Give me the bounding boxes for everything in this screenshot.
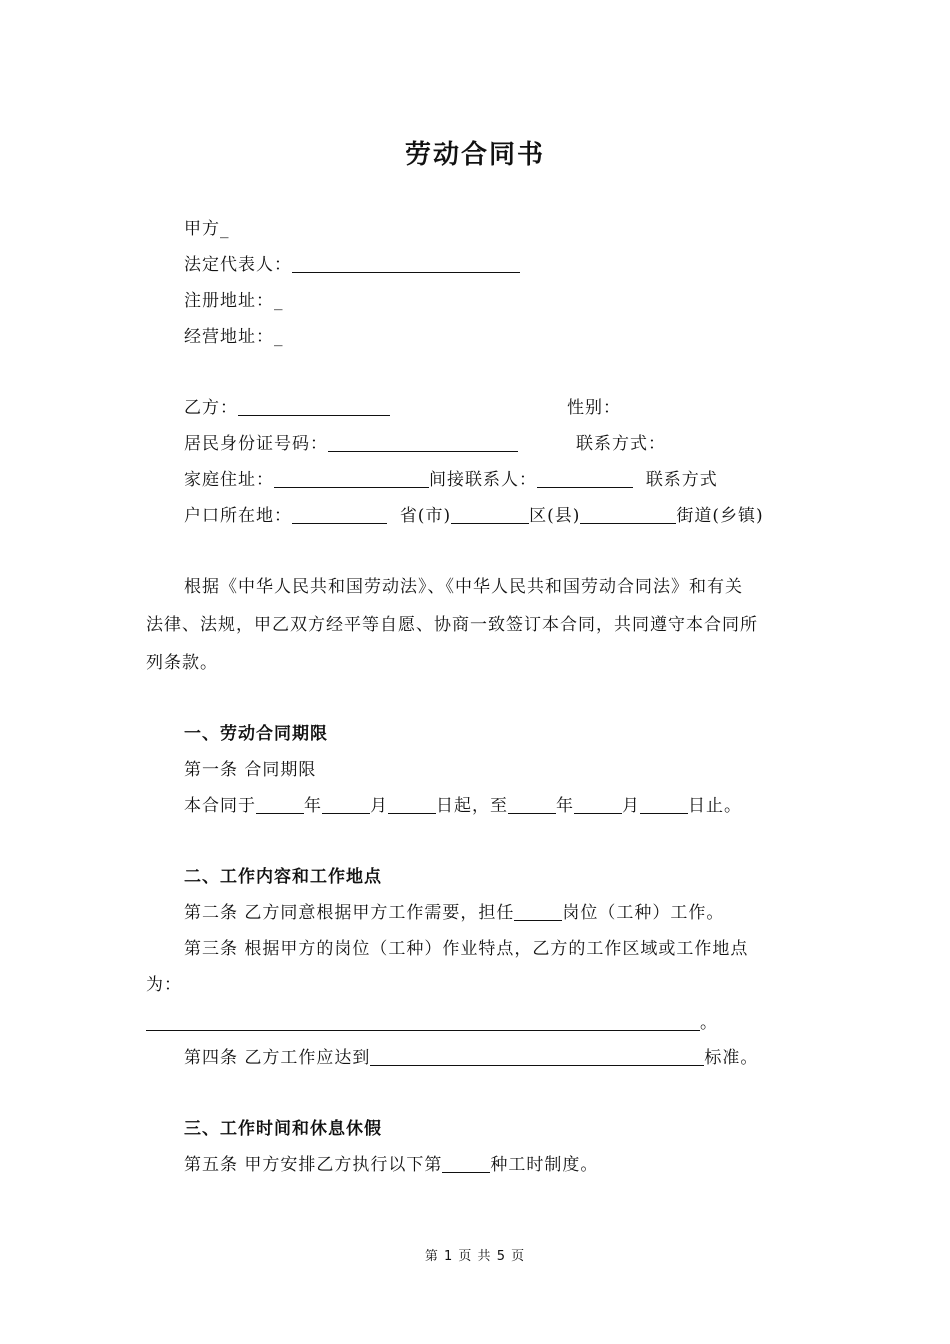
contact-label: 联系方式：	[576, 434, 666, 454]
work-location-row	[146, 1012, 718, 1034]
article-3-line-1: 第三条 根据甲方的岗位（工种）作业特点，乙方的工作区域或工作地点	[184, 939, 749, 959]
section-1-heading: 一、劳动合同期限	[184, 724, 328, 744]
party-b-row	[184, 397, 390, 419]
home-address-blank	[274, 469, 429, 488]
gender-label: 性别：	[567, 398, 621, 418]
hukou-province-blank	[292, 505, 387, 524]
id-number-row	[184, 433, 518, 455]
hukou-street-blank	[580, 505, 676, 524]
article-5-row	[184, 1154, 598, 1176]
year-label: 年	[304, 796, 322, 816]
indirect-contact-label: 间接联系人：	[429, 470, 537, 490]
article-2-suffix: 岗位（工种）工作。	[562, 903, 725, 923]
biz-address: 经营地址：_	[184, 327, 284, 347]
article-3-line-2: 为：	[146, 975, 182, 995]
period-start-label: 本合同于	[184, 796, 256, 816]
intro-line-1: 根据《中华人民共和国劳动法》、《中华人民共和国劳动合同法》和有关	[184, 577, 743, 597]
article-4-suffix: 标准。	[704, 1048, 759, 1068]
intro-line-3: 列条款。	[146, 653, 218, 673]
reg-address: 注册地址：_	[184, 291, 284, 311]
intro-line-2: 法律、法规，甲乙双方经平等自愿、协商一致签订本合同，共同遵守本合同所	[146, 615, 758, 635]
month-label: 月	[370, 796, 388, 816]
home-address-row	[184, 469, 718, 491]
position-blank	[514, 902, 562, 921]
street-label: 街道(乡镇)	[676, 506, 764, 526]
party-b-label: 乙方：	[184, 398, 238, 418]
standard-blank	[370, 1047, 704, 1066]
indirect-contact-blank	[537, 469, 633, 488]
article-4-row	[184, 1047, 758, 1069]
contract-period-row	[184, 795, 742, 817]
party-a-label: 甲方_	[184, 219, 230, 239]
article-5-text: 第五条 甲方安排乙方执行以下第	[184, 1155, 443, 1175]
district-label: 区(县)	[529, 506, 581, 526]
work-hours-blank	[442, 1154, 490, 1173]
id-number-label: 居民身份证号码：	[184, 434, 328, 454]
legal-rep-row	[184, 254, 520, 276]
day-end-label: 日止。	[688, 796, 742, 816]
month2-label: 月	[622, 796, 640, 816]
end-year-blank	[508, 795, 556, 814]
article-5-suffix: 种工时制度。	[490, 1155, 599, 1175]
page-footer: 第 1 页 共 5 页	[424, 1249, 526, 1264]
province-label: 省(市)	[399, 506, 452, 526]
hukou-row	[184, 505, 764, 527]
legal-rep-label: 法定代表人：	[184, 255, 292, 275]
section-3-heading: 三、工作时间和休息休假	[184, 1119, 382, 1139]
start-day-blank	[388, 795, 436, 814]
contact2-label: 联系方式	[645, 470, 718, 490]
article-1-title: 第一条 合同期限	[184, 760, 317, 780]
work-location-period: 。	[700, 1013, 718, 1033]
document-title: 劳动合同书	[404, 140, 545, 170]
work-location-blank	[146, 1012, 700, 1031]
hukou-district-blank	[451, 505, 529, 524]
legal-rep-blank	[292, 254, 520, 273]
article-2-row	[184, 902, 724, 924]
start-month-blank	[322, 795, 370, 814]
section-2-heading: 二、工作内容和工作地点	[184, 867, 382, 887]
party-b-blank	[238, 397, 390, 416]
year2-label: 年	[556, 796, 574, 816]
article-4-text: 第四条 乙方工作应达到	[184, 1048, 371, 1068]
hukou-label: 户口所在地：	[184, 506, 292, 526]
end-month-blank	[574, 795, 622, 814]
start-year-blank	[256, 795, 304, 814]
home-address-label: 家庭住址：	[184, 470, 274, 490]
end-day-blank	[640, 795, 688, 814]
article-2-text: 第二条 乙方同意根据甲方工作需要，担任	[184, 903, 515, 923]
day-from-label: 日起，至	[436, 796, 508, 816]
id-number-blank	[328, 433, 518, 452]
